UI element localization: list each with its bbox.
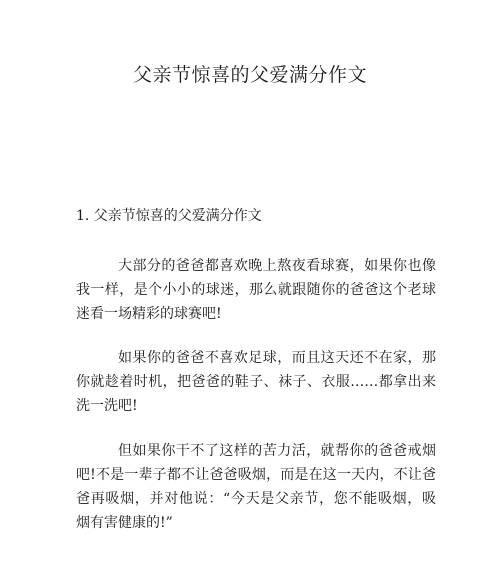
paragraph-line: 我一样，是个小小的球迷，那么就跟随你的爸爸这个老球 xyxy=(76,282,436,298)
paragraph-2 xyxy=(76,346,436,418)
paragraph-line: 如果你的爸爸不喜欢足球，而且这天还不在家，那 xyxy=(118,350,436,366)
document-title: 父亲节惊喜的父爱满分作文 xyxy=(132,64,367,86)
paragraph-line: 洗一洗吧! xyxy=(76,398,138,414)
paragraph-3 xyxy=(76,439,436,535)
cut-off-text-edge xyxy=(76,553,436,565)
paragraph-line: 但如果你干不了这样的苦力活，就帮你的爸爸戒烟 xyxy=(118,443,436,459)
paragraph-line: 爸再吸烟，并对他说：“今天是父亲节，您不能吸烟，吸 xyxy=(76,491,436,507)
paragraph-1 xyxy=(76,254,436,326)
section-heading: 1. 父亲节惊喜的父爱满分作文 xyxy=(76,208,262,224)
cut-off-line xyxy=(76,553,436,565)
paragraph-line: 大部分的爸爸都喜欢晚上熬夜看球赛，如果你也像 xyxy=(118,258,436,274)
paragraph-line: 你就趁着时机，把爸爸的鞋子、袜子、衣服……都拿出来 xyxy=(76,374,436,390)
paragraph-line: 吧!不是一辈子都不让爸爸吸烟，而是在这一天内，不让爸 xyxy=(76,467,436,483)
paragraph-line: 烟有害健康的!” xyxy=(76,515,173,531)
paragraph-line: 迷看一场精彩的球赛吧! xyxy=(76,306,222,322)
